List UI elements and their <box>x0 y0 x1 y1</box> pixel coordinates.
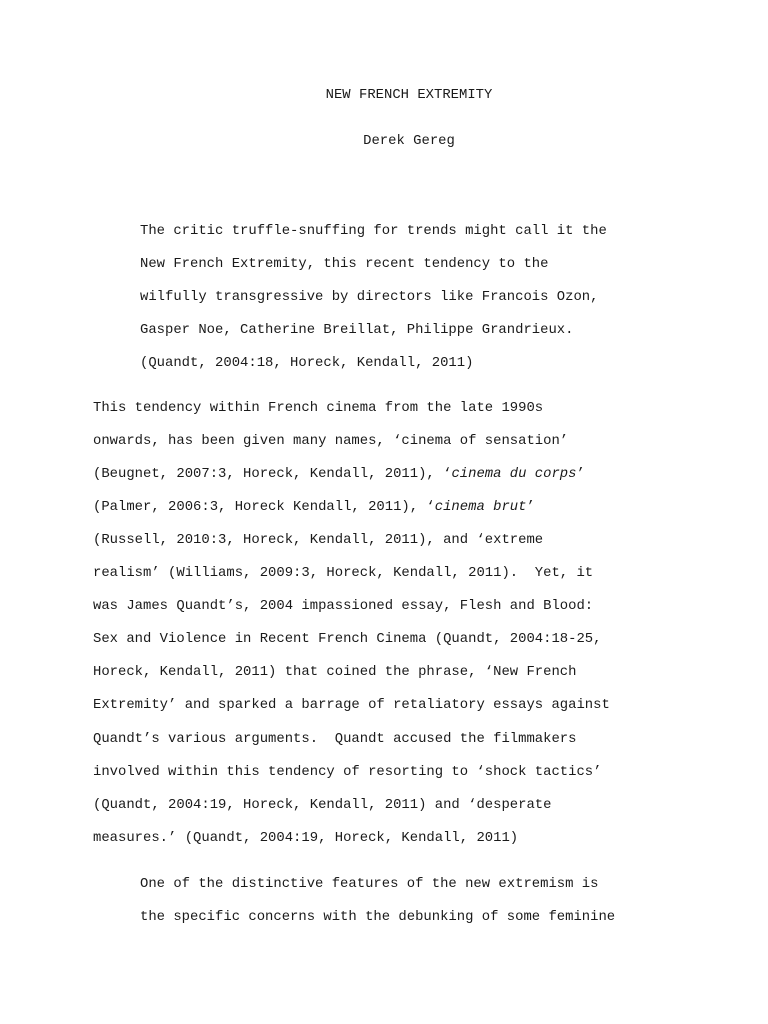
paragraph-line: Quandt’s various arguments. Quandt accused the filmmakers <box>93 731 577 747</box>
block-quote-line: The critic truffle-snuffing for trends might call it the <box>140 223 607 239</box>
paragraph-line: realism’ (Williams, 2009:3, Horeck, Kendall, 2011). Yet, it <box>93 565 594 581</box>
text-span: (Beugnet, 2007:3, Horeck, Kendall, 2011), ‘ <box>93 466 452 482</box>
document-author: Derek Gereg <box>363 133 455 149</box>
paragraph-line: (Russell, 2010:3, Horeck, Kendall, 2011), and ‘extreme <box>93 532 544 548</box>
block-quote-line: wilfully transgressive by directors like Francois Ozon, <box>140 289 599 305</box>
paragraph-line: Horeck, Kendall, 2011) that coined the phrase, ‘New French <box>93 664 577 680</box>
italic-term: cinema du corps <box>451 466 577 482</box>
paragraph-line: measures.’ (Quandt, 2004:19, Horeck, Kendall, 2011) <box>93 830 519 846</box>
paragraph-line: One of the distinctive features of the new extremism is <box>140 876 599 892</box>
text-span: ’ <box>526 499 535 515</box>
paragraph-line: Sex and Violence in Recent French Cinema (Quandt, 2004:18-25, <box>93 631 602 647</box>
paragraph-line: the specific concerns with the debunking of some feminine <box>140 909 616 925</box>
paragraph-line: onwards, has been given many names, ‘cinema of sensation’ <box>93 433 569 449</box>
italic-term: cinema brut <box>434 499 527 515</box>
paragraph-line <box>93 499 535 515</box>
paragraph-line: (Quandt, 2004:19, Horeck, Kendall, 2011) and ‘desperate <box>93 797 552 813</box>
block-quote-line: Gasper Noe, Catherine Breillat, Philippe Grandrieux. <box>140 322 574 338</box>
block-quote-citation: (Quandt, 2004:18, Horeck, Kendall, 2011) <box>140 355 474 371</box>
paragraph-line: was James Quandt’s, 2004 impassioned essay, Flesh and Blood: <box>93 598 594 614</box>
block-quote-line: New French Extremity, this recent tendency to the <box>140 256 549 272</box>
text-span: (Palmer, 2006:3, Horeck Kendall, 2011), ‘ <box>93 499 435 515</box>
paragraph-line: involved within this tendency of resorting to ‘shock tactics’ <box>93 764 602 780</box>
paragraph-line <box>93 466 585 482</box>
document-title: NEW FRENCH EXTREMITY <box>325 87 493 103</box>
paragraph-line: Extremity’ and sparked a barrage of retaliatory essays against <box>93 697 610 713</box>
text-span: ’ <box>576 466 585 482</box>
paragraph-line: This tendency within French cinema from the late 1990s <box>93 400 544 416</box>
